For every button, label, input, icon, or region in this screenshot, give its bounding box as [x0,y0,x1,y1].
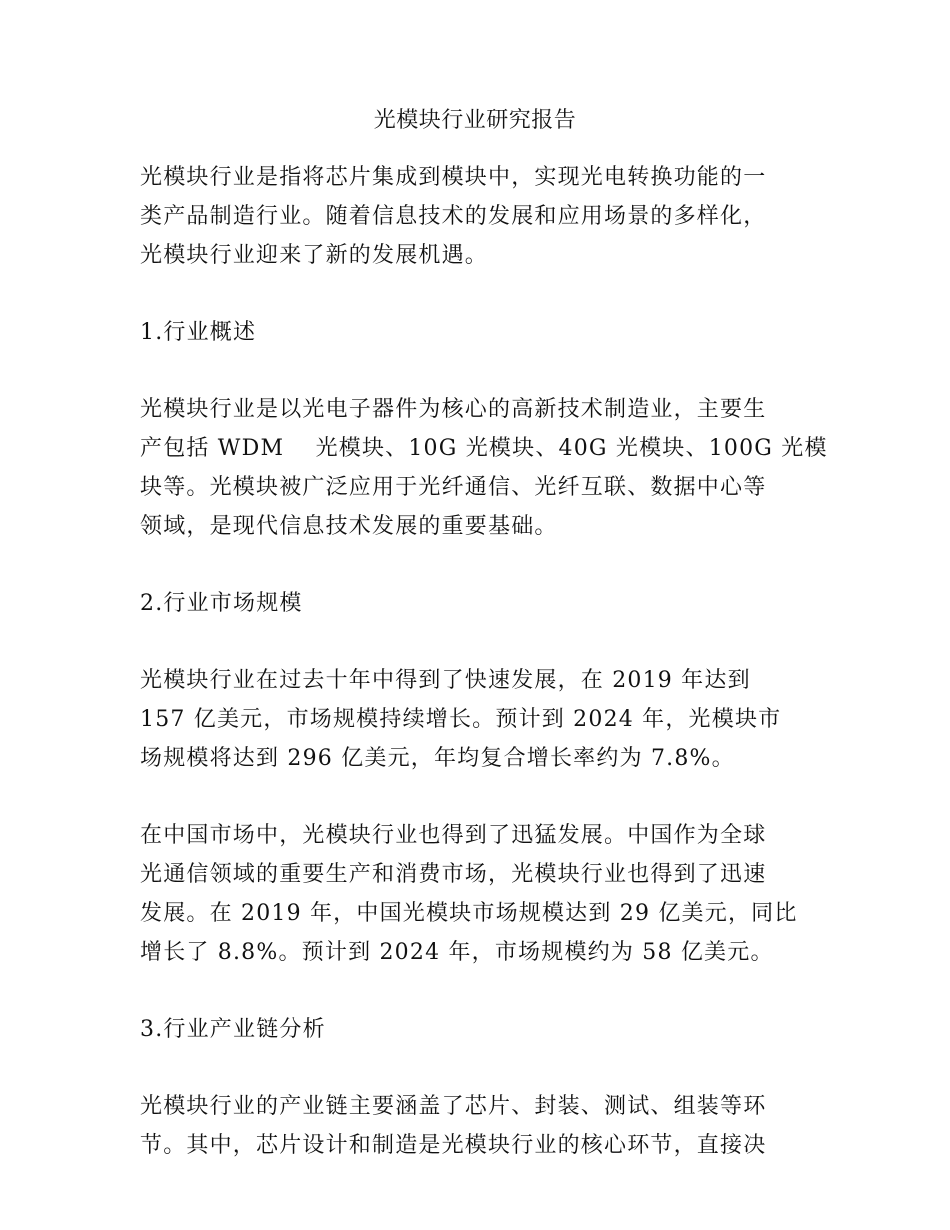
paragraph-line: 类产品制造行业。随着信息技术的发展和应用场景的多样化， [140,204,767,229]
paragraph-line: 增长了 8.8%。预计到 2024 年，市场规模约为 58 亿美元。 [140,940,774,965]
paragraph-line: 光通信领域的重要生产和消费市场，光模块行业也得到了迅速 [140,862,767,887]
section-heading-industry-chain: 3.行业产业链分析 [140,1017,326,1042]
paragraph-line: 光模块行业是以光电子器件为核心的高新技术制造业，主要生 [140,397,767,422]
document-body [140,158,828,1203]
paragraph-china-market [140,816,812,972]
paragraph-overview [140,390,828,546]
paragraph-line: 在中国市场中，光模块行业也得到了迅猛发展。中国作为全球 [140,823,767,848]
paragraph-line: 光模块行业是指将芯片集成到模块中，实现光电转换功能的一 [140,165,767,190]
paragraph-line: 157 亿美元，市场规模持续增长。预计到 2024 年，光模块市 [140,707,782,732]
paragraph-line: 发展。在 2019 年，中国光模块市场规模达到 29 亿美元，同比 [140,901,798,926]
paragraph-line: 光模块行业在过去十年中得到了快速发展，在 2019 年达到 [140,668,751,693]
paragraph-market-size [140,661,812,778]
paragraph-line: 光模块行业的产业链主要涵盖了芯片、封装、测试、组装等环 [140,1094,767,1119]
paragraph-line: 产包括 WDM 光模块、10G 光模块、40G 光模块、100G 光模 [140,436,828,461]
paragraph-industry-chain [140,1087,812,1165]
document-title: 光模块行业研究报告 [373,108,577,133]
section-heading-overview: 1.行业概述 [140,320,257,345]
paragraph-line: 领域，是现代信息技术发展的重要基础。 [140,514,558,539]
paragraph-intro [140,158,812,275]
paragraph-line: 块等。光模块被广泛应用于光纤通信、光纤互联、数据中心等 [140,475,767,500]
paragraph-line: 光模块行业迎来了新的发展机遇。 [140,243,489,268]
paragraph-line: 节。其中，芯片设计和制造是光模块行业的核心环节，直接决 [140,1133,767,1158]
paragraph-line: 场规模将达到 296 亿美元，年均复合增长率约为 7.8%。 [140,746,735,771]
section-heading-market-size: 2.行业市场规模 [140,591,303,616]
